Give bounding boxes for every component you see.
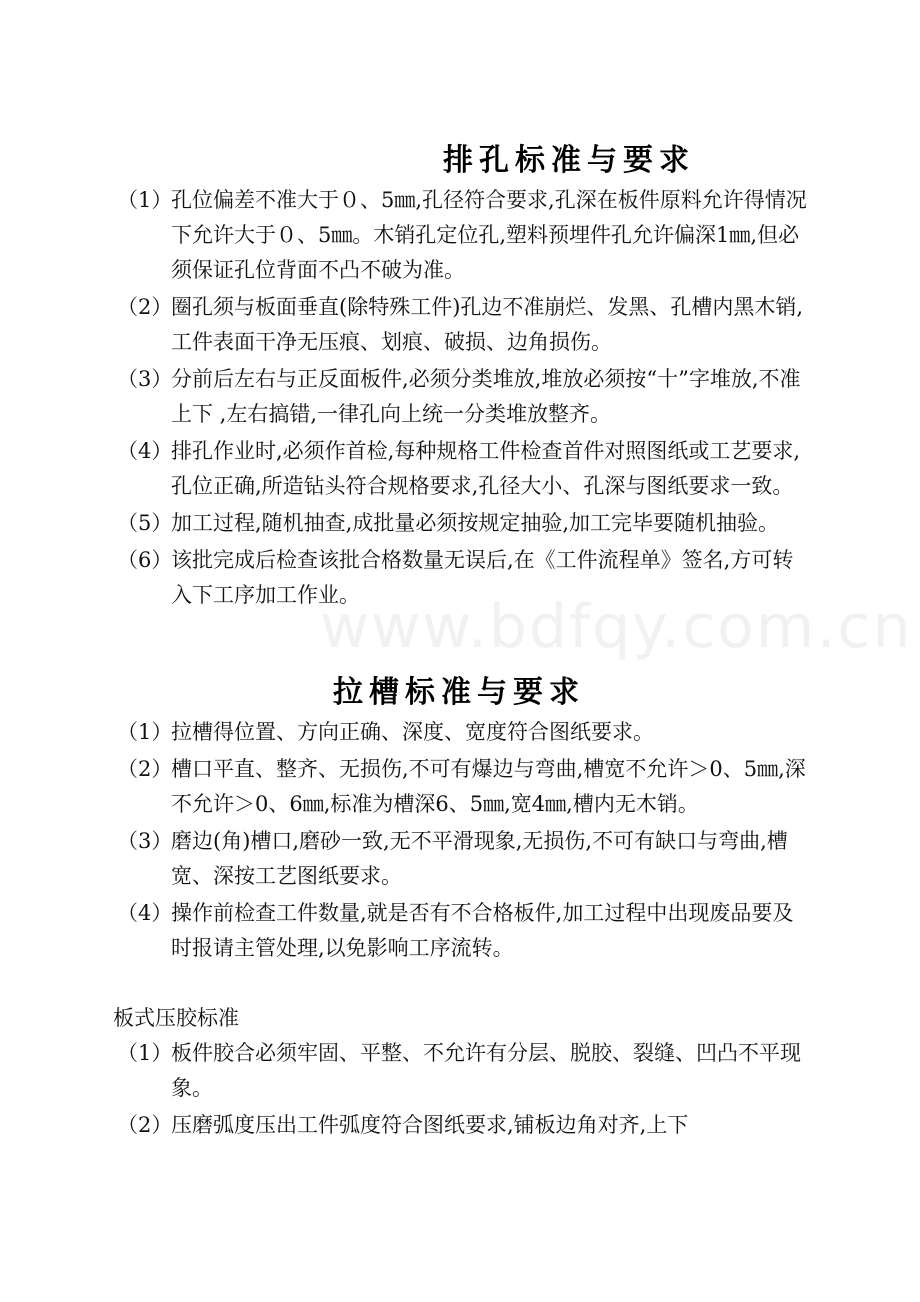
- item-text: 磨边(角)槽口,磨砂一致,无不平滑现象,无损伤,不可有缺口与弯曲,槽宽、深按工艺图纸要求。: [171, 829, 788, 888]
- list-item: [113, 543, 813, 613]
- list-item: [113, 896, 813, 966]
- list-item: [113, 506, 813, 541]
- list-item: [113, 362, 813, 432]
- item-text: 压磨弧度压出工件弧度符合图纸要求,铺板边角对齐,上下: [171, 1113, 689, 1137]
- item-text: 加工过程,随机抽查,成批量必须按规定抽验,加工完毕要随机抽验。: [171, 511, 780, 535]
- item-number: （1）: [117, 720, 173, 744]
- item-number: （4）: [117, 901, 173, 925]
- item-text: 分前后左右与正反面板件,必须分类堆放,堆放必须按“十”字堆放,不准上下 ,左右搞错,一律孔向上统一分类堆放整齐。: [171, 367, 801, 426]
- drilling-requirements-list: [113, 183, 813, 615]
- item-text: 孔位偏差不准大于０、5㎜,孔径符合要求,孔深在板件原料允许得情况下允许大于０、5㎜。木销孔定位孔,塑料预埋件孔允许偏深1㎜,但必须保证孔位背面不凸不破为准。: [171, 188, 807, 282]
- pressing-requirements-list: [113, 1036, 813, 1145]
- item-text: 板件胶合必须牢固、平整、不允许有分层、脱胶、裂缝、凹凸不平现象。: [171, 1041, 801, 1100]
- item-number: （3）: [117, 829, 173, 853]
- watermark: www.bdfqy.com.cn: [320, 592, 913, 662]
- item-number: （2）: [117, 295, 173, 319]
- section-title-grooving: 拉槽标准与要求: [333, 675, 585, 710]
- list-item: [113, 752, 813, 822]
- item-number: （6）: [117, 548, 173, 572]
- list-item: [113, 715, 813, 750]
- list-item: [113, 183, 813, 288]
- list-item: [113, 434, 813, 504]
- item-text: 该批完成后检查该批合格数量无误后,在《工件流程单》签名,方可转入下工序加工作业。: [171, 548, 794, 607]
- item-number: （5）: [117, 511, 173, 535]
- list-item: [113, 1036, 813, 1106]
- item-text: 圈孔须与板面垂直(除特殊工件)孔边不准崩烂、发黑、孔槽内黑木销,工件表面干净无压痕、划痕、破损、边角损伤。: [171, 295, 804, 354]
- item-text: 操作前检查工件数量,就是否有不合格板件,加工过程中出现废品要及时报请主管处理,以免影响工序流转。: [171, 901, 794, 960]
- section-title-drilling: 排孔标准与要求: [443, 143, 695, 178]
- item-number: （2）: [117, 757, 173, 781]
- list-item: [113, 824, 813, 894]
- list-item: [113, 1108, 813, 1143]
- item-number: （2）: [117, 1113, 173, 1137]
- item-number: （4）: [117, 439, 173, 463]
- item-number: （3）: [117, 367, 173, 391]
- item-number: （1）: [117, 1041, 173, 1065]
- item-text: 槽口平直、整齐、无损伤,不可有爆边与弯曲,槽宽不允许＞0、5㎜,深不允许＞0、6㎜,标准为槽深6、5㎜,宽4㎜,槽内无木销。: [171, 757, 806, 816]
- list-item: [113, 290, 813, 360]
- grooving-requirements-list: [113, 715, 813, 968]
- item-text: 排孔作业时,必须作首检,每种规格工件检查首件对照图纸或工艺要求,孔位正确,所造钻头符合规格要求,孔径大小、孔深与图纸要求一致。: [171, 439, 801, 498]
- item-text: 拉槽得位置、方向正确、深度、宽度符合图纸要求。: [171, 720, 654, 744]
- section-title-pressing: 板式压胶标准: [113, 1006, 239, 1030]
- item-number: （1）: [117, 188, 173, 212]
